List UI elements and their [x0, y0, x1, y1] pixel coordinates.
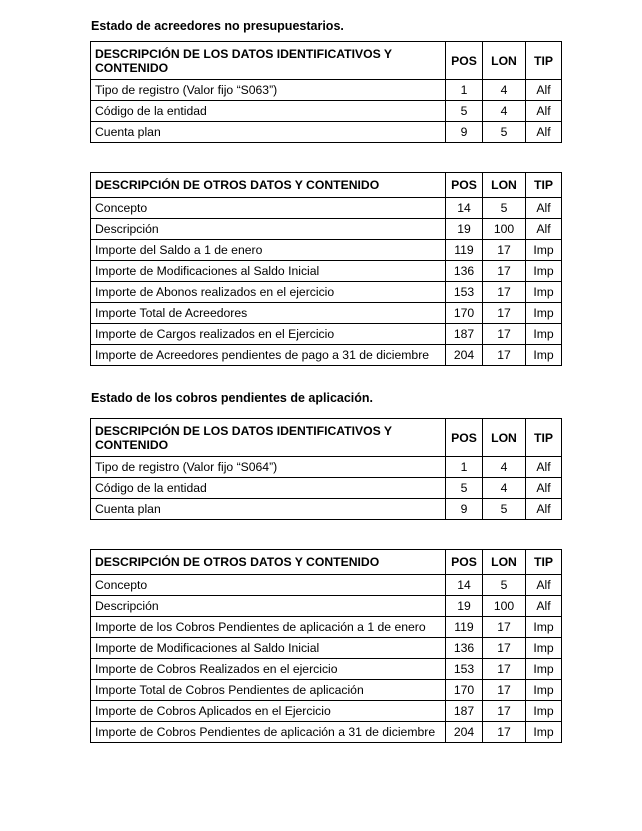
cell-tip: Alf — [526, 575, 562, 596]
cell-tip: Imp — [526, 303, 562, 324]
cell-lon: 100 — [483, 596, 526, 617]
cell-lon: 5 — [483, 575, 526, 596]
table-row — [91, 240, 562, 261]
cell-lon: 4 — [483, 478, 526, 499]
table-row — [91, 345, 562, 366]
cell-lon: 100 — [483, 219, 526, 240]
section-title-cobros: Estado de los cobros pendientes de aplicación. — [91, 391, 374, 405]
cell-pos: 187 — [446, 701, 483, 722]
table-row — [91, 457, 562, 478]
cell-pos: 5 — [446, 101, 483, 122]
cell-tip: Alf — [526, 80, 562, 101]
cell-lon: 17 — [483, 345, 526, 366]
cell-descripcion: Descripción — [91, 596, 446, 617]
table-row — [91, 282, 562, 303]
header-descripcion: DESCRIPCIÓN DE LOS DATOS IDENTIFICATIVOS Y CONTENIDO — [91, 419, 446, 457]
table-otros-datos-acreedores — [90, 172, 562, 366]
cell-pos: 5 — [446, 478, 483, 499]
cell-tip: Imp — [526, 680, 562, 701]
cell-lon: 17 — [483, 680, 526, 701]
cell-lon: 17 — [483, 261, 526, 282]
table-row — [91, 303, 562, 324]
cell-lon: 4 — [483, 457, 526, 478]
table-identificativos-acreedores — [90, 41, 562, 143]
cell-lon: 5 — [483, 122, 526, 143]
cell-pos: 19 — [446, 596, 483, 617]
table-row — [91, 478, 562, 499]
cell-descripcion: Importe de Modificaciones al Saldo Inicial — [91, 261, 446, 282]
cell-descripcion: Cuenta plan — [91, 499, 446, 520]
cell-pos: 119 — [446, 240, 483, 261]
cell-descripcion: Importe de Cargos realizados en el Ejercicio — [91, 324, 446, 345]
table-row — [91, 122, 562, 143]
table-row — [91, 261, 562, 282]
cell-descripcion: Importe de Acreedores pendientes de pago a 31 de diciembre — [91, 345, 446, 366]
cell-pos: 9 — [446, 499, 483, 520]
cell-descripcion: Importe del Saldo a 1 de enero — [91, 240, 446, 261]
cell-tip: Imp — [526, 638, 562, 659]
cell-descripcion: Importe de Cobros Aplicados en el Ejercicio — [91, 701, 446, 722]
cell-tip: Alf — [526, 457, 562, 478]
cell-pos: 1 — [446, 457, 483, 478]
table-identificativos-cobros — [90, 418, 562, 520]
cell-descripcion: Importe Total de Acreedores — [91, 303, 446, 324]
table-row — [91, 680, 562, 701]
cell-pos: 187 — [446, 324, 483, 345]
table-row — [91, 499, 562, 520]
header-lon: LON — [483, 419, 526, 457]
header-descripcion: DESCRIPCIÓN DE OTROS DATOS Y CONTENIDO — [91, 173, 446, 198]
cell-descripcion: Tipo de registro (Valor fijo “S063”) — [91, 80, 446, 101]
cell-lon: 4 — [483, 80, 526, 101]
header-tip: TIP — [526, 550, 562, 575]
table-header-row — [91, 173, 562, 198]
table-row — [91, 638, 562, 659]
cell-tip: Imp — [526, 240, 562, 261]
header-tip: TIP — [526, 42, 562, 80]
cell-lon: 4 — [483, 101, 526, 122]
table-header-row — [91, 419, 562, 457]
table-row — [91, 596, 562, 617]
cell-tip: Imp — [526, 617, 562, 638]
table-row — [91, 701, 562, 722]
cell-tip: Alf — [526, 122, 562, 143]
header-pos: POS — [446, 173, 483, 198]
cell-tip: Imp — [526, 282, 562, 303]
table-row — [91, 219, 562, 240]
table-header-row — [91, 550, 562, 575]
cell-descripcion: Concepto — [91, 198, 446, 219]
cell-descripcion: Descripción — [91, 219, 446, 240]
cell-descripcion: Importe de Cobros Realizados en el ejercicio — [91, 659, 446, 680]
cell-lon: 17 — [483, 240, 526, 261]
cell-descripcion: Concepto — [91, 575, 446, 596]
cell-descripcion: Cuenta plan — [91, 122, 446, 143]
cell-lon: 17 — [483, 617, 526, 638]
cell-tip: Alf — [526, 499, 562, 520]
cell-descripcion: Importe de Cobros Pendientes de aplicación a 31 de diciembre — [91, 722, 446, 743]
cell-lon: 17 — [483, 701, 526, 722]
cell-tip: Imp — [526, 659, 562, 680]
table-otros-datos-cobros — [90, 549, 562, 743]
cell-pos: 14 — [446, 575, 483, 596]
cell-pos: 170 — [446, 680, 483, 701]
cell-tip: Imp — [526, 324, 562, 345]
table-row — [91, 198, 562, 219]
cell-tip: Alf — [526, 596, 562, 617]
cell-lon: 17 — [483, 659, 526, 680]
cell-descripcion: Importe Total de Cobros Pendientes de aplicación — [91, 680, 446, 701]
cell-pos: 204 — [446, 722, 483, 743]
cell-tip: Alf — [526, 219, 562, 240]
cell-tip: Imp — [526, 261, 562, 282]
cell-lon: 17 — [483, 722, 526, 743]
header-descripcion: DESCRIPCIÓN DE OTROS DATOS Y CONTENIDO — [91, 550, 446, 575]
cell-pos: 136 — [446, 261, 483, 282]
header-lon: LON — [483, 550, 526, 575]
table-row — [91, 80, 562, 101]
cell-tip: Imp — [526, 345, 562, 366]
table-row — [91, 617, 562, 638]
cell-pos: 1 — [446, 80, 483, 101]
cell-pos: 204 — [446, 345, 483, 366]
header-tip: TIP — [526, 419, 562, 457]
cell-descripcion: Importe de los Cobros Pendientes de aplicación a 1 de enero — [91, 617, 446, 638]
cell-lon: 5 — [483, 198, 526, 219]
table-row — [91, 101, 562, 122]
cell-lon: 17 — [483, 282, 526, 303]
cell-pos: 136 — [446, 638, 483, 659]
header-lon: LON — [483, 42, 526, 80]
cell-pos: 14 — [446, 198, 483, 219]
cell-tip: Alf — [526, 198, 562, 219]
cell-pos: 19 — [446, 219, 483, 240]
cell-descripcion: Código de la entidad — [91, 478, 446, 499]
table-row — [91, 324, 562, 345]
header-pos: POS — [446, 550, 483, 575]
cell-pos: 9 — [446, 122, 483, 143]
cell-descripcion: Importe de Modificaciones al Saldo Inicial — [91, 638, 446, 659]
cell-descripcion: Tipo de registro (Valor fijo “S064”) — [91, 457, 446, 478]
header-pos: POS — [446, 419, 483, 457]
cell-pos: 153 — [446, 282, 483, 303]
table-header-row — [91, 42, 562, 80]
cell-lon: 17 — [483, 303, 526, 324]
cell-tip: Alf — [526, 101, 562, 122]
table-row — [91, 659, 562, 680]
cell-pos: 153 — [446, 659, 483, 680]
table-row — [91, 722, 562, 743]
cell-lon: 17 — [483, 324, 526, 345]
cell-descripcion: Importe de Abonos realizados en el ejercicio — [91, 282, 446, 303]
header-descripcion: DESCRIPCIÓN DE LOS DATOS IDENTIFICATIVOS Y CONTENIDO — [91, 42, 446, 80]
cell-lon: 5 — [483, 499, 526, 520]
cell-pos: 119 — [446, 617, 483, 638]
cell-tip: Imp — [526, 701, 562, 722]
header-pos: POS — [446, 42, 483, 80]
table-row — [91, 575, 562, 596]
cell-tip: Imp — [526, 722, 562, 743]
cell-descripcion: Código de la entidad — [91, 101, 446, 122]
section-title-acreedores: Estado de acreedores no presupuestarios. — [91, 19, 344, 33]
cell-pos: 170 — [446, 303, 483, 324]
header-lon: LON — [483, 173, 526, 198]
cell-lon: 17 — [483, 638, 526, 659]
cell-tip: Alf — [526, 478, 562, 499]
header-tip: TIP — [526, 173, 562, 198]
